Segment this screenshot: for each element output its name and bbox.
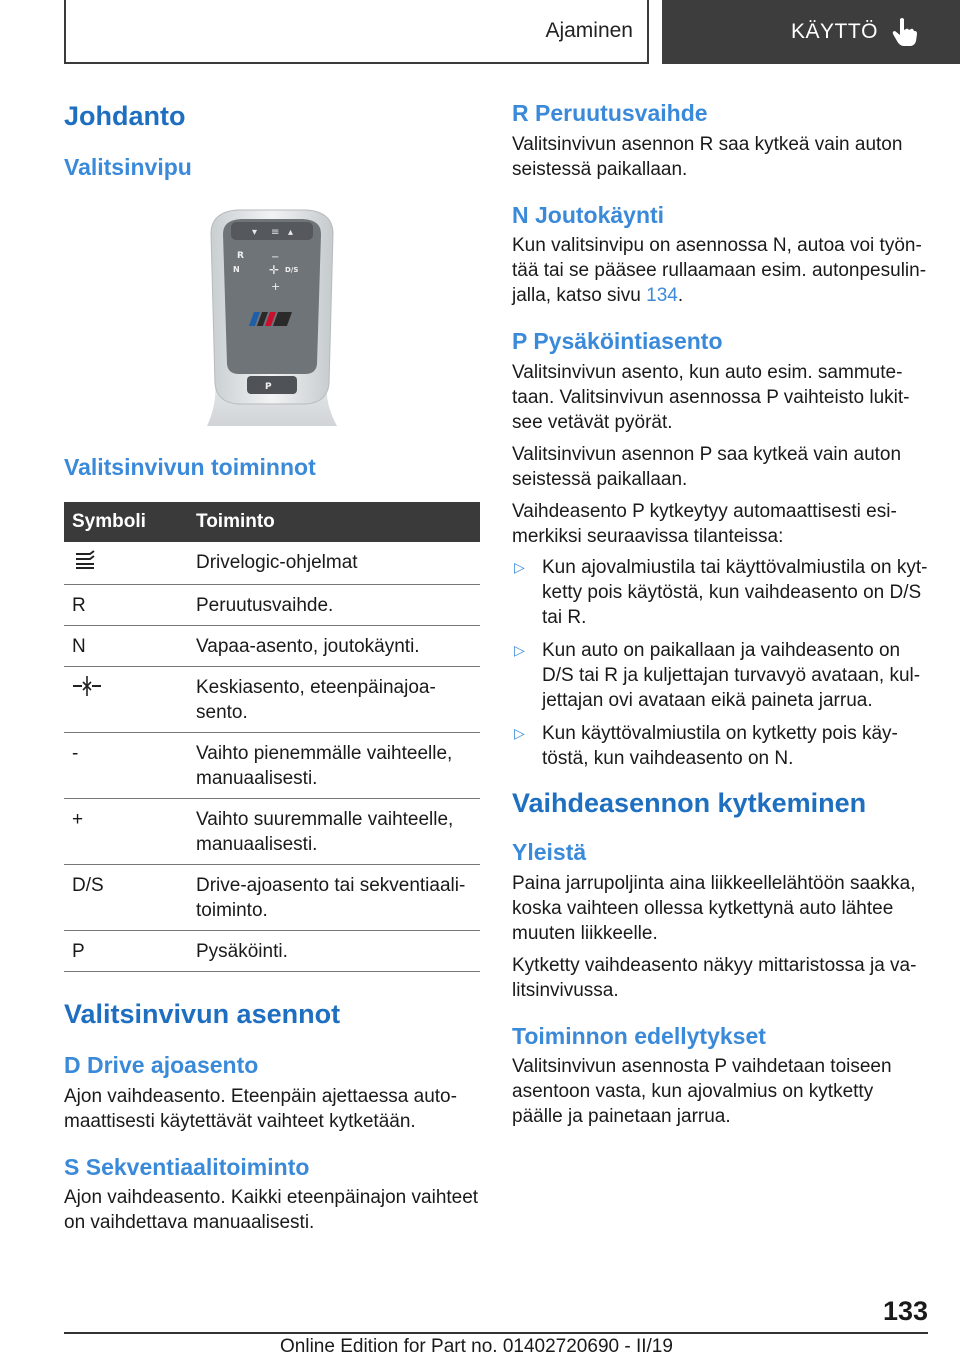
paragraph-neutral-text: Kun valitsinvipu on asennossa N, autoa voi työntää tai se pääsee rullaamaan esim. autonpesulinjalla, katso sivu <box>512 235 927 307</box>
paragraph-sequential: Ajon vaihdeasento. Kaikki eteenpäinajon vaihteet on vaihdettava manuaalisesti. <box>64 1187 479 1234</box>
table-cell-function: Drive-ajoasento tai sekventiaalitoiminto. <box>188 864 480 930</box>
heading-park: P Pysäköintiasento <box>512 328 723 355</box>
left-column <box>64 100 480 1235</box>
table-cell-function: Vapaa-asento, joutokäynti. <box>188 625 480 666</box>
heading-reverse: R Peruutusvaihde <box>512 100 708 126</box>
svg-text:≡: ≡ <box>271 226 280 238</box>
heading-lever-functions: Valitsinvivun toiminnot <box>64 453 316 480</box>
list-item-text: Kun käyttövalmiustila on kytketty pois käytöstä, kun vaihdeasento on N. <box>542 722 898 769</box>
table-cell-symbol: D/S <box>64 864 188 930</box>
heading-conditions: Toiminnon edellytykset <box>512 1022 766 1049</box>
gear-label-minus: − <box>271 251 280 263</box>
paragraph-general-2: Kytketty vaihdeasento näkyy mittaristossa ja valitsinvivussa. <box>512 954 917 1001</box>
heading-sequential: S Sekventiaalitoiminto <box>64 1153 310 1180</box>
table-cell-symbol: - <box>64 732 188 798</box>
paragraph-general-1: Paina jarrupoljinta aina liikkeellelähtöön saakka, koska vaihteen ollessa kytkettynä auto lähtee muuten liikkeelle. <box>512 872 916 944</box>
list-item <box>512 555 928 630</box>
table-row <box>64 542 480 585</box>
paragraph-park-2: Valitsinvivun asennon P saa kytkeä vain auton seistessä paikallaan. <box>512 443 902 490</box>
paragraph-neutral-end: . <box>677 285 684 307</box>
table-cell-function: Vaihto suuremmalle vaihteelle, manuaalisesti. <box>188 798 480 864</box>
right-column <box>512 100 928 1129</box>
heading-selector-lever: Valitsinvipu <box>64 154 192 181</box>
bullet-triangle-icon: ▷ <box>514 641 525 658</box>
bullet-triangle-icon: ▷ <box>514 724 525 741</box>
table-header-symbol: Symboli <box>64 502 188 542</box>
bullet-triangle-icon: ▷ <box>514 558 525 575</box>
gear-label-r: R <box>237 250 244 261</box>
table-cell-symbol <box>64 542 188 585</box>
table-row <box>64 798 480 864</box>
gear-label-n: N <box>233 264 240 274</box>
table-cell-function: Pysäköinti. <box>188 930 480 971</box>
table-row <box>64 930 480 971</box>
table-row <box>64 584 480 625</box>
list-item <box>512 638 928 713</box>
table-header-function: Toiminto <box>188 502 480 542</box>
gear-selector-image <box>64 204 480 426</box>
list-item-text: Kun auto on paikallaan ja vaihdeasento on D/S tai R ja kuljettajan turvavyö avataan, kuljettajan ovi avataan eikä paineta jarrua. <box>542 639 921 711</box>
table-row <box>64 732 480 798</box>
list-item <box>512 721 928 771</box>
table-cell-symbol <box>64 666 188 732</box>
table-cell-symbol: P <box>64 930 188 971</box>
pointing-hand-icon <box>892 17 918 47</box>
list-item-text: Kun ajovalmiustila tai käyttövalmiustila on kytketty pois käytöstä, kun vaihdeasento on D/S tai R. <box>542 556 928 628</box>
heading-general: Yleistä <box>512 839 587 866</box>
table-row <box>64 864 480 930</box>
drivelogic-icon <box>72 550 98 570</box>
footer-edition: Online Edition for Part no. 01402720690 - II/19 <box>280 1336 673 1357</box>
table-row <box>64 625 480 666</box>
park-conditions-list <box>512 555 928 771</box>
table-cell-function: Peruutusvaihde. <box>188 584 480 625</box>
center-position-icon <box>72 675 102 697</box>
page-link-134[interactable]: 134 <box>646 285 678 307</box>
paragraph-park-3: Vaihdeasento P kytkeytyy automaattisesti esimerkiksi seuraavissa tilanteissa: <box>512 500 897 547</box>
svg-text:▾: ▾ <box>252 226 258 238</box>
heading-engage-gear: Vaihdeasennon kytkeminen <box>512 787 867 818</box>
functions-table <box>64 502 480 972</box>
table-cell-symbol: N <box>64 625 188 666</box>
gear-label-plus: + <box>271 279 281 293</box>
table-cell-function: Drivelogic-ohjelmat <box>188 542 480 585</box>
paragraph-conditions: Valitsinvivun asennosta P vaihdetaan toiseen asentoon vasta, kun ajovalmius on kytketty päälle ja painetaan jarrua. <box>512 1056 892 1128</box>
table-cell-symbol: + <box>64 798 188 864</box>
footer-divider <box>64 1332 928 1334</box>
table-header-row <box>64 502 480 542</box>
paragraph-drive: Ajon vaihdeasento. Eteenpäin ajettaessa automaattisesti käytettävät vaihteet kytketään. <box>64 1085 457 1132</box>
paragraph-park-1: Valitsinvivun asento, kun auto esim. sammutetaan. Valitsinvivun asennossa P vaihteisto lukitsee vetävät pyörät. <box>512 361 910 433</box>
header-section-tab <box>64 0 649 64</box>
table-cell-function: Vaihto pienemmälle vaihteelle, manuaalisesti. <box>188 732 480 798</box>
paragraph-reverse: Valitsinvivun asennon R saa kytkeä vain auton seistessä paikallaan. <box>512 133 903 180</box>
heading-lever-positions: Valitsinvivun asennot <box>64 998 341 1029</box>
header-chapter-tab <box>662 0 960 64</box>
heading-drive: D Drive ajoasento <box>64 1051 259 1078</box>
table-cell-function: Keskiasento, eteenpäinajoasento. <box>188 666 480 732</box>
table-row <box>64 666 480 732</box>
svg-text:▴: ▴ <box>288 226 294 238</box>
header-section-title: Ajaminen <box>545 19 633 42</box>
header-chapter-title: KÄYTTÖ <box>790 20 878 43</box>
heading-neutral: N Joutokäynti <box>512 201 665 228</box>
heading-intro: Johdanto <box>64 101 186 131</box>
svg-text:✛: ✛ <box>269 262 280 277</box>
gear-label-p: P <box>265 381 272 392</box>
table-cell-symbol: R <box>64 584 188 625</box>
gear-label-ds: D/S <box>285 265 299 274</box>
page-number: 133 <box>882 1296 928 1326</box>
paragraph-neutral <box>512 233 928 308</box>
